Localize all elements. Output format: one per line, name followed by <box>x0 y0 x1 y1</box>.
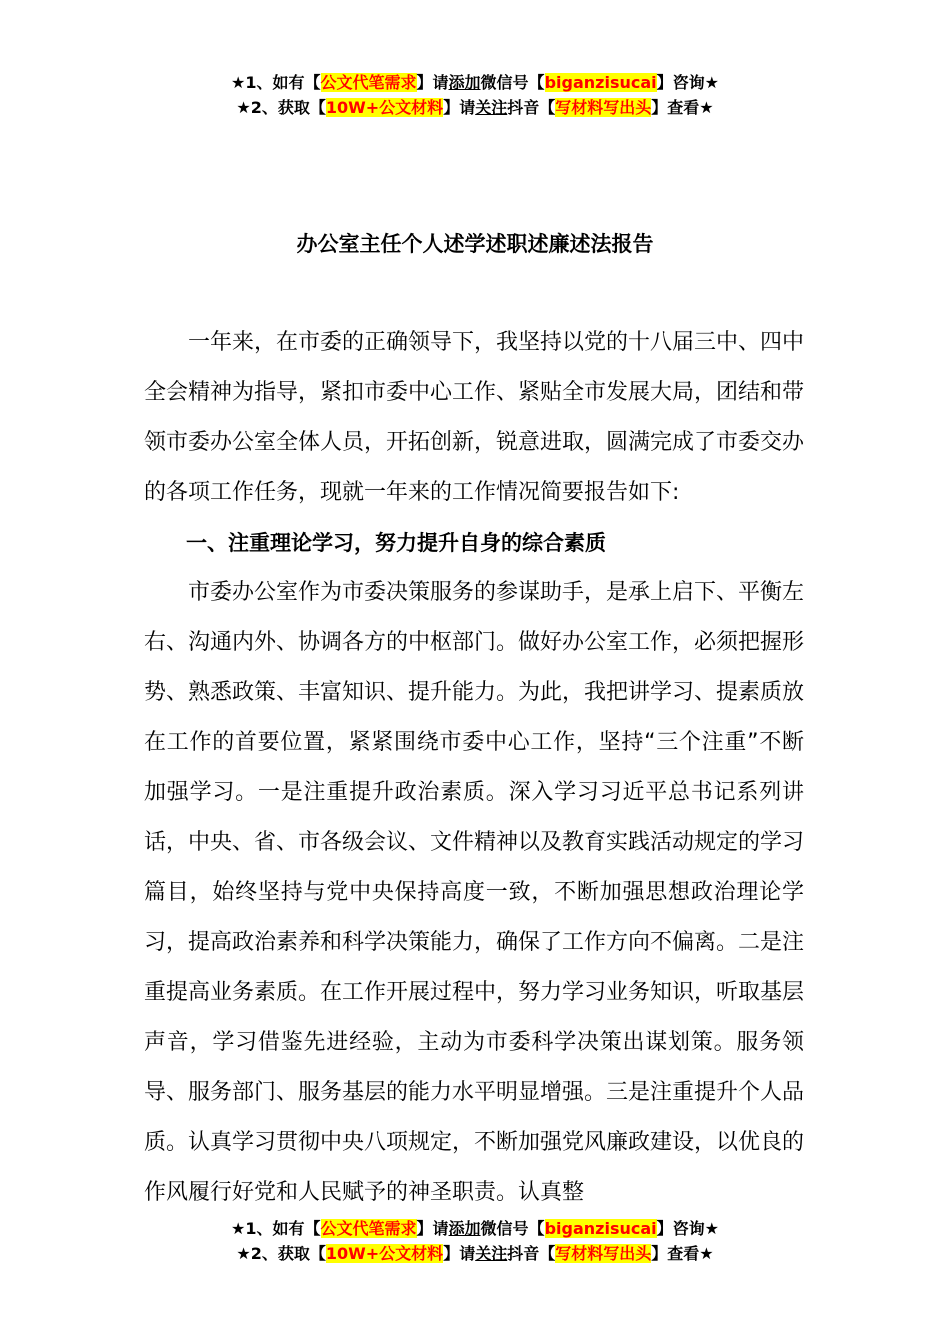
banner-text: 】请 <box>416 73 449 92</box>
banner-text: 】请 <box>443 1244 476 1263</box>
banner-underline: 关注 <box>475 1244 508 1263</box>
document-body <box>144 318 804 1218</box>
banner-highlight: 写材料写出头 <box>555 98 652 117</box>
banner-text: 】查看★ <box>651 98 714 117</box>
banner-text: 微信号【 <box>480 1219 545 1238</box>
banner-text: 】咨询★ <box>656 73 719 92</box>
banner-highlight: 写材料写出头 <box>555 1244 652 1263</box>
bottom-banner <box>0 1216 950 1266</box>
banner-text: ★2、获取【 <box>236 1244 326 1263</box>
banner-text: 】请 <box>416 1219 449 1238</box>
banner-highlight: 公文代笔需求 <box>320 73 417 92</box>
document-title: 办公室主任个人述学述职述廉述法报告 <box>296 232 654 256</box>
banner-underline: 添加 <box>448 73 481 92</box>
banner-text: 】咨询★ <box>656 1219 719 1238</box>
section-heading: 一、注重理论学习，努力提升自身的综合素质 <box>186 531 606 555</box>
banner-text: ★1、如有【 <box>231 1219 321 1238</box>
banner-highlight: biganzisucai <box>544 73 657 92</box>
banner-line-2 <box>0 95 950 120</box>
banner-line-1 <box>0 1216 950 1241</box>
banner-text: 】查看★ <box>651 1244 714 1263</box>
banner-text: 微信号【 <box>480 73 545 92</box>
intro-paragraph: 一年来，在市委的正确领导下，我坚持以党的十八届三中、四中全会精神为指导，紧扣市委中心工作、紧贴全市发展大局，团结和带领市委办公室全体人员，开拓创新，锐意进取，圆满完成了市委交办的各项工作任务，现就一年来的工作情况简要报告如下: <box>144 330 805 505</box>
banner-underline: 添加 <box>448 1219 481 1238</box>
banner-highlight: biganzisucai <box>544 1219 657 1238</box>
top-banner <box>0 70 950 120</box>
body-paragraph: 市委办公室作为市委决策服务的参谋助手，是承上启下、平衡左右、沟通内外、协调各方的中枢部门。做好办公室工作，必须把握形势、熟悉政策、丰富知识、提升能力。为此，我把讲学习、提素质放在工作的首要位置，紧紧围绕市委中心工作，坚持“三个注重”不断加强学习。一是注重提升政治素质。深入学习习近平总书记系列讲话，中央、省、市各级会议、文件精神以及教育实践活动规定的学习篇目，始终坚持与党中央保持高度一致，不断加强思想政治理论学习，提高政治素养和科学决策能力，确保了工作方向不偏离。二是注重提高业务素质。在工作开展过程中，努力学习业务知识，听取基层声音，学习借鉴先进经验，主动为市委科学决策出谋划策。服务领导、服务部门、服务基层的能力水平明显增强。三是注重提升个人品质。认真学习贯彻中央八项规定，不断加强党风廉政建设，以优良的作风履行好党和人民赋予的神圣职责。认真整 <box>144 580 805 1205</box>
banner-text: 抖音【 <box>507 1244 556 1263</box>
banner-underline: 关注 <box>475 98 508 117</box>
banner-line-1 <box>0 70 950 95</box>
banner-highlight: 10W+公文材料 <box>325 1244 444 1263</box>
banner-text: 】请 <box>443 98 476 117</box>
banner-highlight: 10W+公文材料 <box>325 98 444 117</box>
banner-text: 抖音【 <box>507 98 556 117</box>
banner-highlight: 公文代笔需求 <box>320 1219 417 1238</box>
banner-line-2 <box>0 1241 950 1266</box>
banner-text: ★2、获取【 <box>236 98 326 117</box>
banner-text: ★1、如有【 <box>231 73 321 92</box>
